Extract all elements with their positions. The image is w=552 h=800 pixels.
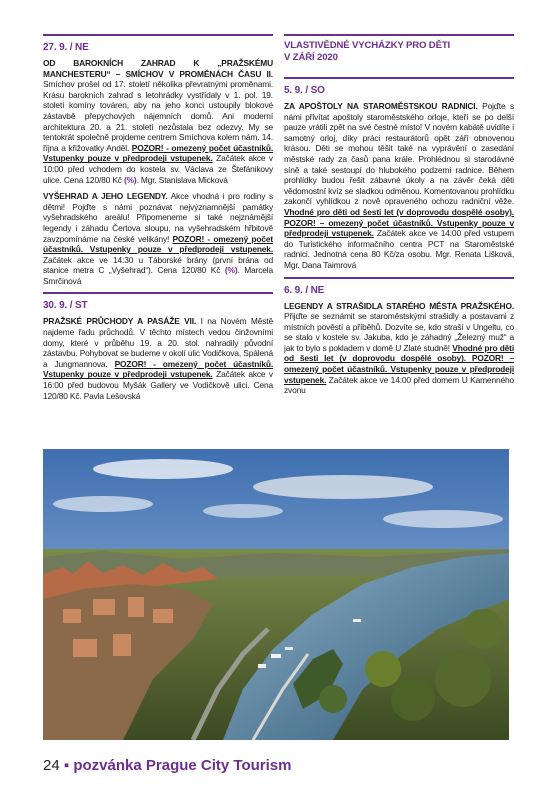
event-warning: Vhodné pro děti od šesti let (v doprovodu dospělé osoby). POZOR! – omezený počet účastníků. Vstupenky pouze v předprodeji vstupenek. xyxy=(284,342,515,385)
event-description: I na Novém Městě najdeme řadu průchodů. V těchto místech vedou činžovními domy, které v průběhu 19. a 20. stol. nahradily původní zástavbu. Pohybovat se budeme v okolí ulic Vodičkova, Spálená a Jungmannova. xyxy=(43,316,273,369)
event-date: 5. 9. / SO xyxy=(284,77,514,97)
event-title: PRAŽSKÉ PRŮCHODY A PASÁŽE VII. xyxy=(43,316,197,327)
event-warning: Vhodné pro děti od šesti let (v doprovodu dospělé osoby). POZOR! – omezený počet účastníků. Vstupenky pouze v předprodeji vstupenek. xyxy=(284,206,514,239)
event-date: 27. 9. / NE xyxy=(43,34,273,54)
event-title: LEGENDY A STRAŠIDLA STARÉHO MĚSTA PRAŽSKÉHO. xyxy=(284,300,514,311)
right-column xyxy=(284,34,514,402)
photo-illustration xyxy=(43,449,509,740)
event-details: Začátek akce ve 14:00 před vstupem do Turistického informačního centra PCT na Staroměstské radnici. Jednotná cena 80 Kč/za osobu. Mgr. Renata Lišková, Mgr. Dana Taimrová xyxy=(284,228,514,270)
section-heading-line: VLASTIVĚDNÉ VYCHÁZKY PRO DĚTI xyxy=(284,40,451,51)
event-guide: . Mgr. Stanislava Micková xyxy=(136,174,228,185)
event-entry xyxy=(43,58,273,185)
river-city-photo xyxy=(43,449,509,740)
event-guide: . Marcela Smrčinová xyxy=(43,265,273,286)
discount-icon: (%) xyxy=(123,174,137,185)
event-details: Začátek akce ve 14:00 před domem U Kamenného zvonu xyxy=(284,374,514,396)
event-entry xyxy=(284,301,514,396)
event-entry xyxy=(43,316,273,401)
event-warning: POZOR! - omezený počet účastníků. Vstupenky pouze v předprodeji vstupenek. xyxy=(43,233,273,255)
section-heading-line: V ZÁŘÍ 2020 xyxy=(284,51,338,63)
discount-icon: (%) xyxy=(224,265,238,276)
event-details: Začátek akce v 16:00 před budovou Myšák Gallery ve Vodičkově ulici. Cena 120/80 Kč. Pavla Lešovská xyxy=(43,369,273,401)
event-entry xyxy=(43,191,273,286)
event-description: Smíchov prošel od 17. století několika převratnými proměnami. Krásu barokních zahrad s letohrádky vystřídaly v 1. pol. 19. století komíny továren, aby na jeho konci ustoupily blokové zástavbě přepychových nájemních domů. Ani moderní architektura 20. a 21. století nezůstala bez odezvy. My se tentokrát společně projdeme centrem Smíchova kolem nám. 14. října a křižovatky Anděl. xyxy=(43,79,273,153)
event-details: Začátek akce ve 14:30 u Táborské brány (první brána od stanice metra C „Vyšehrad“). Cena 120/80 Kč xyxy=(43,254,273,276)
left-column xyxy=(43,34,273,407)
page-footer xyxy=(43,757,291,774)
bullet-icon: ▪ xyxy=(63,757,70,774)
event-title: VYŠEHRAD A JEHO LEGENDY. xyxy=(43,191,168,202)
event-entry xyxy=(284,101,514,271)
event-warning: POZOR! - omezený počet účastníků. Vstupenky pouze v předprodeji vstupenek. xyxy=(43,358,274,380)
page-number: 24 xyxy=(43,757,60,774)
event-date: 6. 9. / NE xyxy=(284,277,514,297)
event-title: OD BAROKNÍCH ZAHRAD K „PRAŽSKÉMU MANCHESTERU“ – SMÍCHOV V PROMĚNÁCH ČASU II. xyxy=(43,58,273,79)
section-heading xyxy=(284,34,514,63)
event-details: Začátek akce v 10:00 před vchodem do kostela sv. Václava ze Štefánikovy ulice. Cena 120/80 Kč xyxy=(43,153,273,185)
event-date: 30. 9. / ST xyxy=(43,292,273,312)
event-warning: POZOR! - omezený počet účastníků. Vstupenky pouze v předprodeji vstupenek. xyxy=(43,142,273,164)
footer-title: pozvánka Prague City Tourism xyxy=(73,757,292,774)
event-title: ZA APOŠTOLY NA STAROMĚSTSKOU RADNICI. xyxy=(284,101,478,111)
event-description: Akce vhodná i pro rodiny s dětmi! Pojďte s námi poznávat nejvýznamnější památky vyšehradského areálu! Připomeneme si také nejznámější legendy i záhadu Čertova sloupu, na vyšehradském hřbitově zavzpomínáme na české velikány! xyxy=(43,191,274,244)
event-description: Pojďte s námi přivítat apoštoly staroměstského orloje, kteří se po delší pauze vrátili zpět na své čestné místo! V novém kabátě uvidíte i samotný orloj, díky práci restaurátorů opět září obnovenou krásou. Děti se mohou těšit také na vyprávění o zasedání městské rady za časů pana krále. Prohlédnou si starodávné síně a také sestoupí do hlubokého podzemí radnice. Během prohlídky budou řešit zábavné úkoly a na závěr čeká děti vědomostní kvíz se sladkou odměnou. Komentovanou prohlídku zakončí vyhlídkou z nově opraveného ochozu radniční věže. xyxy=(284,101,514,207)
event-description: Přijďte se seznámit se staroměstskými strašidly a postavami z místních pověstí a příběhů. Dozvíte se, kdo straší v Ungeltu, co se stalo v kostele sv. Jakuba, kdo je záhadný „Železný muž“ a jak to bylo s pokladem v domě U Zlaté studně! xyxy=(284,311,514,353)
